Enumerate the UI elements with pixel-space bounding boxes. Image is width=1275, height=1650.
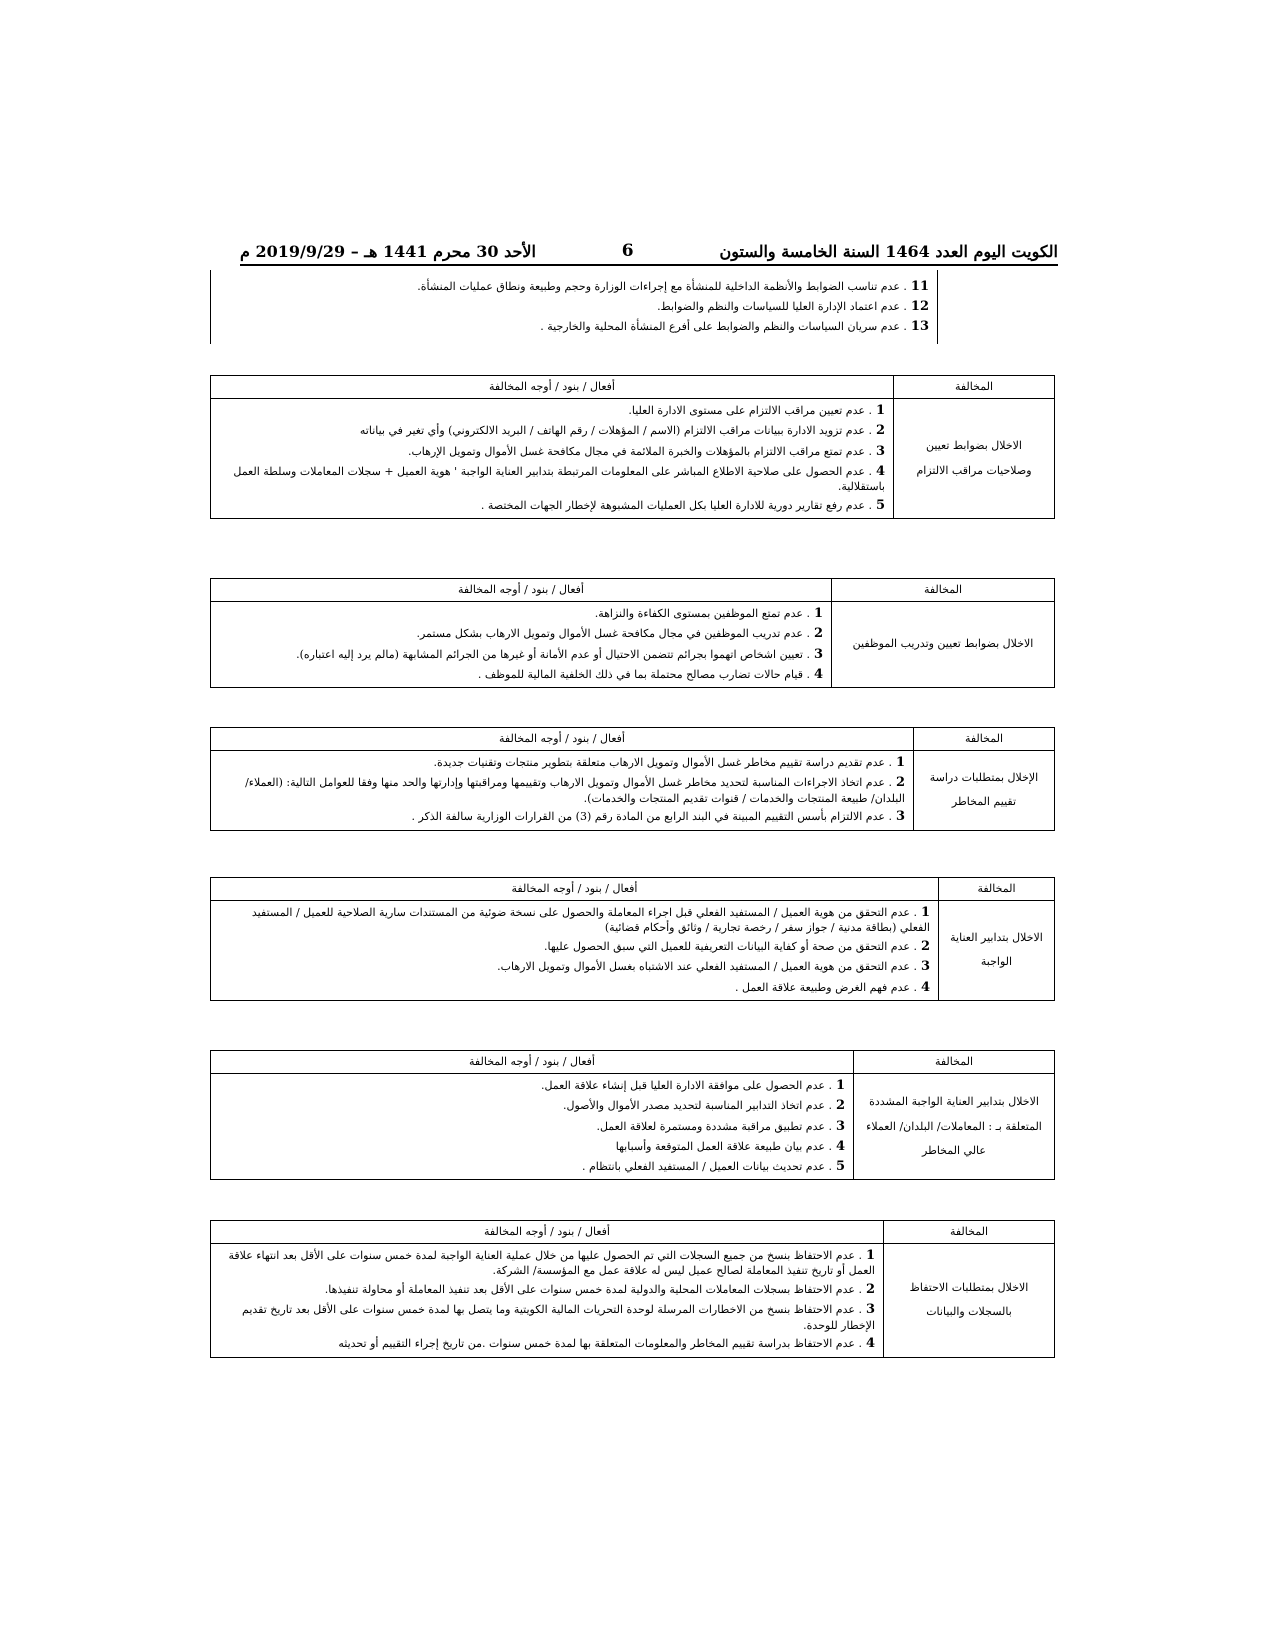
violation-items <box>357 270 938 344</box>
violation-item: 11. عدم تناسب الضوابط والأنظمة الداخلية للمنشأة مع إجراءات الوزارة وحجم وطبيعة ونطاق عمليات المنشأة. <box>417 278 929 294</box>
violation-items <box>211 1074 854 1180</box>
violation-category: الاخلال بضوابط تعيين وصلاحيات مراقب الالتزام <box>894 399 1055 519</box>
table-header-row <box>211 878 1055 901</box>
violation-category: الاخلال بضوابط تعيين وتدريب الموظفين <box>832 602 1055 688</box>
violation-item: 2. عدم تدريب الموظفين في مجال مكافحة غسل الأموال وتمويل الارهاب بشكل مستمر. <box>416 626 823 642</box>
column-header-items: أفعال / بنود / أوجه المخالفة <box>211 728 914 751</box>
page-header <box>240 238 1058 266</box>
table-row <box>211 270 938 344</box>
violation-item: 3. عدم الاحتفاظ بنسخ من الاخطارات المرسلة لوحدة التحريات المالية الكويتية وما يتصل بها لمدة خمس سنوات على الأقل بعد تاريخ تقديم الإخطار للوحدة. <box>242 1302 875 1332</box>
table-row <box>211 1244 1055 1358</box>
violation-item: 2. عدم التحقق من صحة أو كفاية البيانات التعريفية للعميل التي سبق الحصول عليها. <box>544 939 930 954</box>
violation-item: 13. عدم سريان السياسات والنظم والضوابط على أفرع المنشأة المحلية والخارجية . <box>540 319 929 335</box>
violations-table-due-diligence <box>210 877 1055 1001</box>
column-header-items: أفعال / بنود / أوجه المخالفة <box>211 1221 884 1244</box>
violation-items <box>211 901 939 1001</box>
violation-item: 5. عدم رفع تقارير دورية للادارة العليا بكل العمليات المشبوهة لإخطار الجهات المختصة . <box>480 497 885 513</box>
violation-item: 1. عدم الاحتفاظ بنسخ من جميع السجلات التي تم الحصول عليها من خلال عملية العناية الواجبة لمدة خمس سنوات على الأقل بعد انتهاء علاقة العمل أو تاريخ تنفيذ المعاملة لصالح عميل ليس له علاقة عمل مع المؤسسة/ الشركة. <box>228 1248 875 1278</box>
table-header-row <box>211 376 1055 399</box>
violation-item: 4. عدم فهم الغرض وطبيعة علاقة العمل . <box>735 979 930 995</box>
violation-item: 3. عدم التحقق من هوية العميل / المستفيد الفعلي عند الاشتباه بغسل الأموال وتمويل الارهاب. <box>497 959 930 975</box>
violation-item: 1. عدم الحصول على موافقة الادارة العليا قبل إنشاء علاقة العمل. <box>540 1078 845 1093</box>
violation-item: 12. عدم اعتماد الإدارة العليا للسياسات والنظم والضوابط. <box>657 298 929 314</box>
table-row <box>211 602 1055 688</box>
column-header-items: أفعال / بنود / أوجه المخالفة <box>211 376 894 399</box>
violation-category: الاخلال بمتطلبات الاحتفاظ بالسجلات والبيانات <box>884 1244 1055 1358</box>
page-number: 6 <box>621 241 634 261</box>
column-header-violation: المخالفة <box>884 1221 1055 1244</box>
table-row <box>211 1074 1055 1180</box>
violation-item: 5. عدم تحديث بيانات العميل / المستفيد الفعلي بانتظام . <box>581 1159 845 1174</box>
column-header-items: أفعال / بنود / أوجه المخالفة <box>211 579 832 602</box>
column-header-items: أفعال / بنود / أوجه المخالفة <box>211 1051 854 1074</box>
violation-item: 1. عدم تقديم دراسة تقييم مخاطر غسل الأموال وتمويل الارهاب متعلقة بتطوير منتجات وتقنيات جديدة. <box>433 755 905 770</box>
violation-item: 2. عدم تزويد الادارة ببيانات مراقب الالتزام (الاسم / المؤهلات / رقم الهاتف / البريد الالكتروني) وأي تغير في بياناته <box>359 423 885 439</box>
column-header-violation: المخالفة <box>854 1051 1055 1074</box>
table-header-row <box>211 728 1055 751</box>
violations-table-employees <box>210 578 1055 688</box>
violation-items <box>211 751 914 831</box>
violation-category: الاخلال بتدابير العناية الواجبة <box>939 901 1055 1001</box>
violation-items <box>211 1244 884 1358</box>
table-row <box>211 751 1055 831</box>
header-date: الأحد 30 محرم 1441 هـ – 2019/9/29 م <box>240 242 536 261</box>
violation-category: الإخلال بمتطلبات دراسة تقييم المخاطر <box>914 751 1055 831</box>
violation-items <box>211 602 832 688</box>
violations-table-risk-assessment <box>210 727 1055 831</box>
table-header-row <box>211 1221 1055 1244</box>
column-header-violation: المخالفة <box>914 728 1055 751</box>
violation-item: 4. عدم بيان طبيعة علاقة العمل المتوقعة وأسبابها <box>615 1138 845 1154</box>
violation-item: 4. قيام حالات تضارب مصالح محتملة بما في ذلك الخلفية المالية للموظف . <box>477 666 823 682</box>
violation-item: 3. تعيين اشخاص اتهموا بجرائم تتضمن الاحتيال أو عدم الأمانة أو غيرها من الجرائم المشابهة (مالم يرد إليه اعتباره). <box>296 646 823 662</box>
violation-item: 4. عدم الاحتفاظ بدراسة تقييم المخاطر والمعلومات المتعلقة بها لمدة خمس سنوات .من تاريخ إجراء التقييم أو تحديثه <box>338 1336 875 1352</box>
table-row <box>211 399 1055 519</box>
violation-item: 3. عدم الالتزام بأسس التقييم المبينة في البند الرابع من المادة رقم (3) من القرارات الوزارية سالفة الذكر . <box>411 809 905 825</box>
column-header-violation: المخالفة <box>832 579 1055 602</box>
violation-item: 2. عدم اتخاذ الاجراءات المناسبة لتحديد مخاطر غسل الأموال وتمويل الارهاب وتقييمها ومراقبتها وإدارتها والحد منها وفقا للعوامل التالية: (العملاء/ البلدان/ طبيعة المنتجات والخدمات / قنوات تقديم المنتجات والخدمات). <box>245 775 905 805</box>
table-header-row <box>211 1051 1055 1074</box>
violations-table-continuation <box>210 270 938 344</box>
table-row <box>211 901 1055 1001</box>
violation-item: 1. عدم تعيين مراقب الالتزام على مستوى الادارة العليا. <box>628 403 885 418</box>
violation-item: 2. عدم الاحتفاظ بسجلات المعاملات المحلية والدولية لمدة خمس سنوات على الأقل بعد تنفيذ المعاملة أو محاولة تنفيذها. <box>324 1282 875 1297</box>
violation-item: 2. عدم اتخاذ التدابير المناسبة لتحديد مصدر الأموال والأصول. <box>562 1098 845 1114</box>
column-header-items: أفعال / بنود / أوجه المخالفة <box>211 878 939 901</box>
violations-table-enhanced-due-diligence <box>210 1050 1055 1180</box>
violation-item: 3. عدم تمتع مراقب الالتزام بالمؤهلات والخبرة الملائمة في مجال مكافحة غسل الأموال وتمويل الإرهاب. <box>407 443 885 459</box>
violations-table-record-keeping <box>210 1220 1055 1358</box>
violation-item: 1. عدم تمتع الموظفين بمستوى الكفاءة والنزاهة. <box>594 606 823 621</box>
violation-category <box>211 270 358 344</box>
violation-item: 1. عدم التحقق من هوية العميل / المستفيد الفعلي قبل اجراء المعاملة والحصول على نسخة ضوئية من المستندات سارية الصلاحية للعميل / المستفيد الفعلي (بطاقة مدنية / جواز سفر / رخصة تجارية / وثائق وأحكام قضائية) <box>251 905 930 935</box>
violation-item: 3. عدم تطبيق مراقبة مشددة ومستمرة لعلاقة العمل. <box>596 1118 845 1134</box>
column-header-violation: المخالفة <box>894 376 1055 399</box>
table-header-row <box>211 579 1055 602</box>
header-issue: الكويت اليوم العدد 1464 السنة الخامسة والستون <box>719 242 1058 261</box>
violation-item: 4. عدم الحصول على صلاحية الاطلاع المباشر على المعلومات المرتبطة بتدابير العناية الواجبة ' هوية العميل + سجلات المعاملات وسلطة العمل باستقلالية. <box>233 463 885 493</box>
violations-table-compliance-officer <box>210 375 1055 519</box>
violation-category: الاخلال بتدابير العناية الواجبة المشددة المتعلقة بـ : المعاملات/ البلدان/ العملاء عالي المخاطر <box>854 1074 1055 1180</box>
violation-items <box>211 399 894 519</box>
column-header-violation: المخالفة <box>939 878 1055 901</box>
